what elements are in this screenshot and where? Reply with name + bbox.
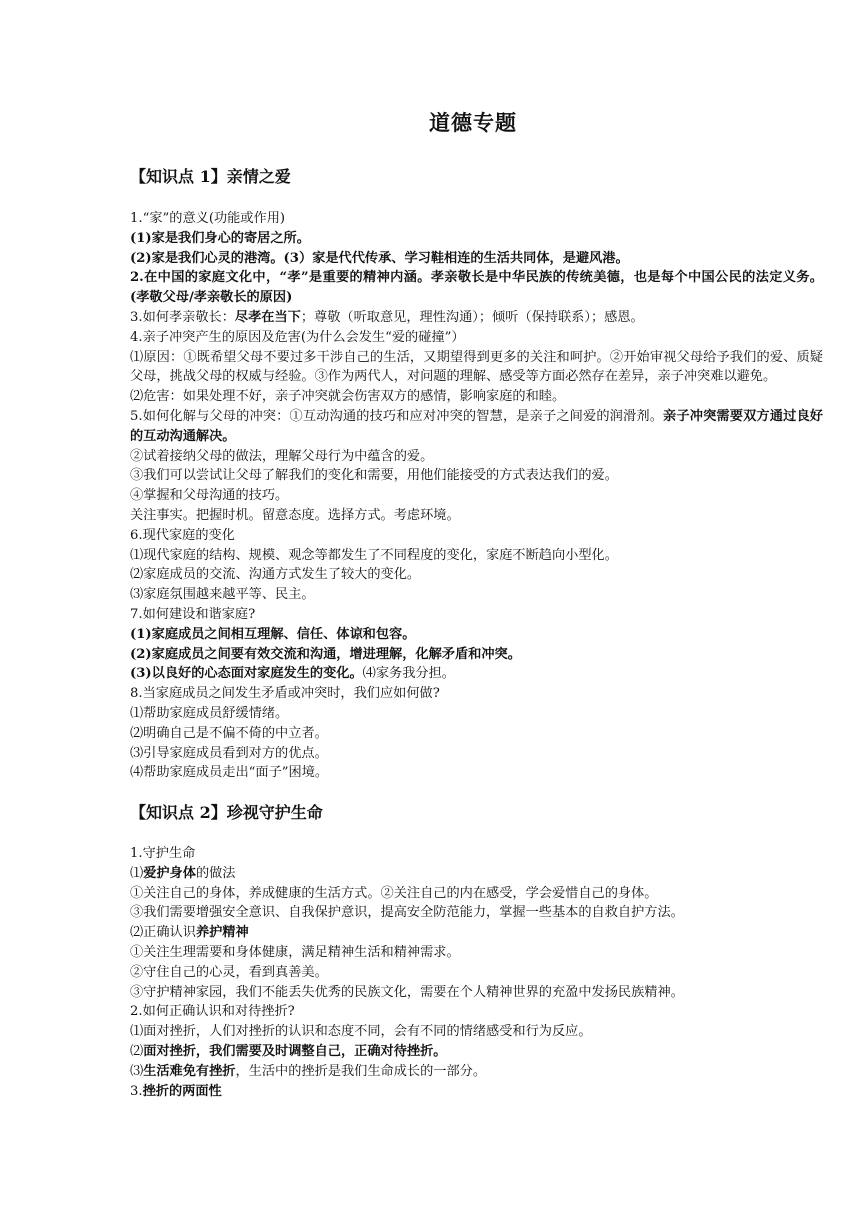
text-line: 关注事实。把握时机。留意态度。选择方式。考虑环境。 (130, 507, 460, 523)
text-line: ⑴帮助家庭成员舒缓情绪。 (130, 705, 289, 721)
text-line: ⑵明确自己是不偏不倚的中立者。 (130, 725, 328, 741)
text-line: 6.现代家庭的变化 (130, 527, 235, 543)
text-line: ③守护精神家园，我们不能丢失优秀的民族文化，需要在个人精神世界的充盈中发扬民族精神。 (130, 984, 684, 1000)
text-line: ③我们需要增强安全意识、自我保护意识，提高安全防范能力，掌握一些基本的自救自护方法。 (130, 905, 684, 921)
text-line: 1.“家”的意义(功能或作用) (130, 211, 286, 226)
text-line: 1.守护生命 (130, 846, 196, 861)
text-line: (2)家庭成员之间要有效交流和沟通，增进理解，化解矛盾和冲突。 (130, 646, 521, 662)
text-paragraph: ⑴原因：①既希望父母不要过多干涉自己的生活，又期望得到更多的关注和呵护。②开始审视父母给予我们的爱、质疑父母，挑战父母的权威与经验。③作为两代人，对问题的理解、感受等方面必然存在差异，亲子冲突难以避免。 (130, 349, 823, 385)
text-line: 7.如何建设和谐家庭? (130, 606, 256, 622)
text-line: 2.如何正确认识和对待挫折? (130, 1004, 295, 1020)
section-heading-2: 【知识点 2】珍视守护生命 (130, 803, 323, 822)
text-line: (2)家是我们心灵的港湾。(3）家是代代传承、学习鞋相连的生活共同体，是避风港。 (130, 250, 629, 266)
text-line: ⑷帮助家庭成员走出“面子”困境。 (130, 765, 329, 781)
text-line: ①关注自己的身体，养成健康的生活方式。②关注自己的内在感受，学会爱惜自己的身体。 (130, 885, 658, 901)
text-line: ⑶生活难免有挫折，生活中的挫折是我们生命成长的一部分。 (130, 1063, 487, 1079)
text-line: ⑵危害：如果处理不好，亲子冲突就会伤害双方的感情，影响家庭的和睦。 (130, 389, 566, 405)
text-line: ⑵正确认识养护精神 (130, 925, 249, 941)
text-line: ⑵面对挫折，我们需要及时调整自己，正确对待挫折。 (130, 1043, 447, 1059)
text-line: (1)家庭成员之间相互理解、信任、体谅和包容。 (130, 626, 416, 642)
text-line: 3.如何孝亲敬长：尽孝在当下；尊敬（听取意见，理性沟通）；倾听（保持联系）；感恩。 (130, 309, 644, 325)
text-line: ⑵家庭成员的交流、沟通方式发生了较大的变化。 (130, 567, 421, 583)
text-line: ②守住自己的心灵，看到真善美。 (130, 964, 328, 980)
text-line: ⑴面对挫折，人们对挫折的认识和态度不同，会有不同的情绪感受和行为反应。 (130, 1024, 592, 1040)
text-line: 8.当家庭成员之间发生矛盾或冲突时，我们应如何做? (130, 686, 440, 702)
section-heading-1: 【知识点 1】亲情之爱 (130, 167, 291, 186)
text-line: ⑴爱护身体的做法 (130, 865, 236, 881)
text-line: (3)以良好的心态面对家庭发生的变化。⑷家务我分担。 (130, 666, 455, 682)
section-1-body (130, 209, 823, 783)
text-line: ⑶引导家庭成员看到对方的优点。 (130, 745, 328, 761)
text-line: 4.亲子冲突产生的原因及危害(为什么会发生“爱的碰撞”） (130, 329, 465, 345)
text-line: ④掌握和父母沟通的技巧。 (130, 488, 289, 504)
text-line: 3.挫折的两面性 (130, 1083, 222, 1099)
text-line: ①关注生理需要和身体健康，满足精神生活和精神需求。 (130, 944, 460, 960)
text-line: ③我们可以尝试让父母了解我们的变化和需要，用他们能接受的方式表达我们的爱。 (130, 468, 618, 484)
page-title: 道德专题 (429, 110, 517, 135)
text-line: ⑶家庭氛围越来越平等、民主。 (130, 587, 315, 603)
text-line: (1)家是我们身心的寄居之所。 (130, 230, 310, 246)
text-line: ⑴现代家庭的结构、规模、观念等都发生了不同程度的变化，家庭不断趋向小型化。 (130, 547, 618, 563)
text-paragraph: 2.在中国的家庭文化中，“孝”是重要的精神内涵。孝亲敬长是中华民族的传统美德，也是每个中国公民的法定义务。(孝敬父母/孝亲敬长的原因) (130, 270, 823, 306)
text-line: ②试着接纳父母的做法，理解父母行为中蕴含的爱。 (130, 448, 434, 464)
text-paragraph: 5.如何化解与父母的冲突：①互动沟通的技巧和应对冲突的智慧，是亲子之间爱的润滑剂。亲子冲突需要双方通过良好的互动沟通解决。 (130, 408, 823, 444)
section-2-body (130, 844, 823, 1101)
